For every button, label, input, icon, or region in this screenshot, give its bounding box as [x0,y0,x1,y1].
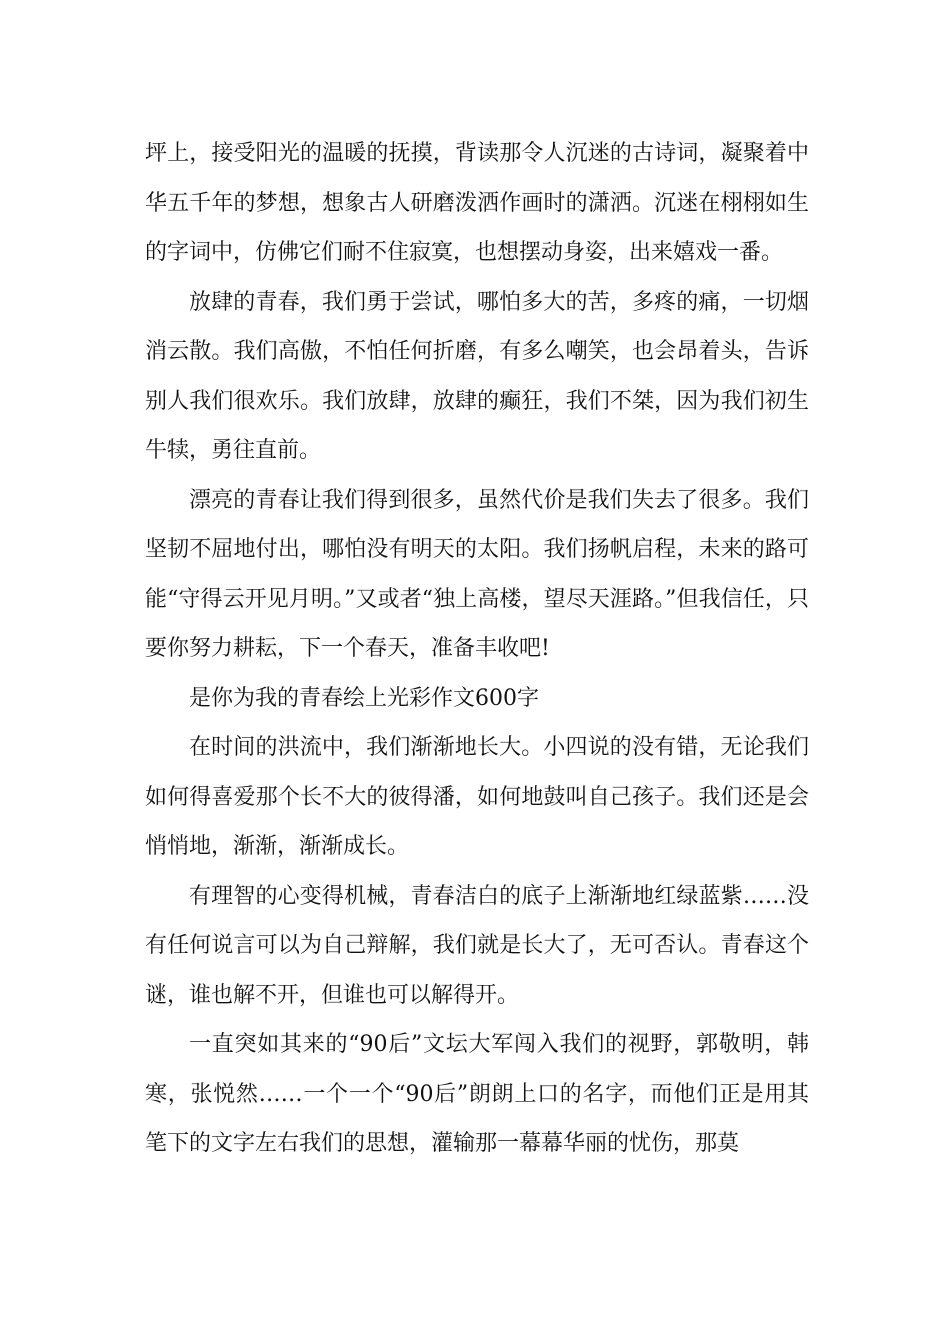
essay-title: 是你为我的青春绘上光彩作文600字 [189,685,539,711]
paragraph-post-90s: 一直突如其来的“90后”文坛大军闯入我们的视野，郭敬明，韩寒，张悦然……一个一个“90后”朗朗上口的名字，而他们正是用其笔下的文字左右我们的思想，灌输那一幕幕华丽的忧伤，那莫 [145,1032,809,1156]
paragraph-beautiful-youth: 漂亮的青春让我们得到很多，虽然代价是我们失去了很多。我们坚韧不屈地付出，哪怕没有明天的太阳。我们扬帆启程，未来的路可能“守得云开见月明。”又或者“独上高楼，望尽天涯路。”但我信任，只要你努力耕耘，下一个春天，准备丰收吧! [145,487,809,661]
paragraph-rational-heart: 有理智的心变得机械，青春洁白的底子上渐渐地红绿蓝紫……没有任何说言可以为自己辩解，我们就是长大了，无可否认。青春这个谜，谁也解不开，但谁也可以解得开。 [145,883,809,1008]
paragraph-continued: 坪上，接受阳光的温暖的抚摸，背读那令人沉迷的古诗词，凝聚着中华五千年的梦想，想象古人研磨泼洒作画时的潇洒。沉迷在栩栩如生的字词中，仿佛它们耐不住寂寞，也想摆动身姿，出来嬉戏一番。 [145,141,809,265]
paragraph-growing-up: 在时间的洪流中，我们渐渐地长大。小四说的没有错，无论我们如何得喜爱那个长不大的彼得潘，如何地鼓叫自己孩子。我们还是会悄悄地，渐渐，渐渐成长。 [145,735,809,859]
paragraph-reckless-youth: 放肆的青春，我们勇于尝试，哪怕多大的苦，多疼的痛，一切烟消云散。我们高傲，不怕任何折磨，有多么嘲笑，也会昂着头，告诉别人我们很欢乐。我们放肆，放肆的癫狂，我们不桀，因为我们初生牛犊，勇往直前。 [145,289,809,463]
essay-body [145,129,809,1169]
